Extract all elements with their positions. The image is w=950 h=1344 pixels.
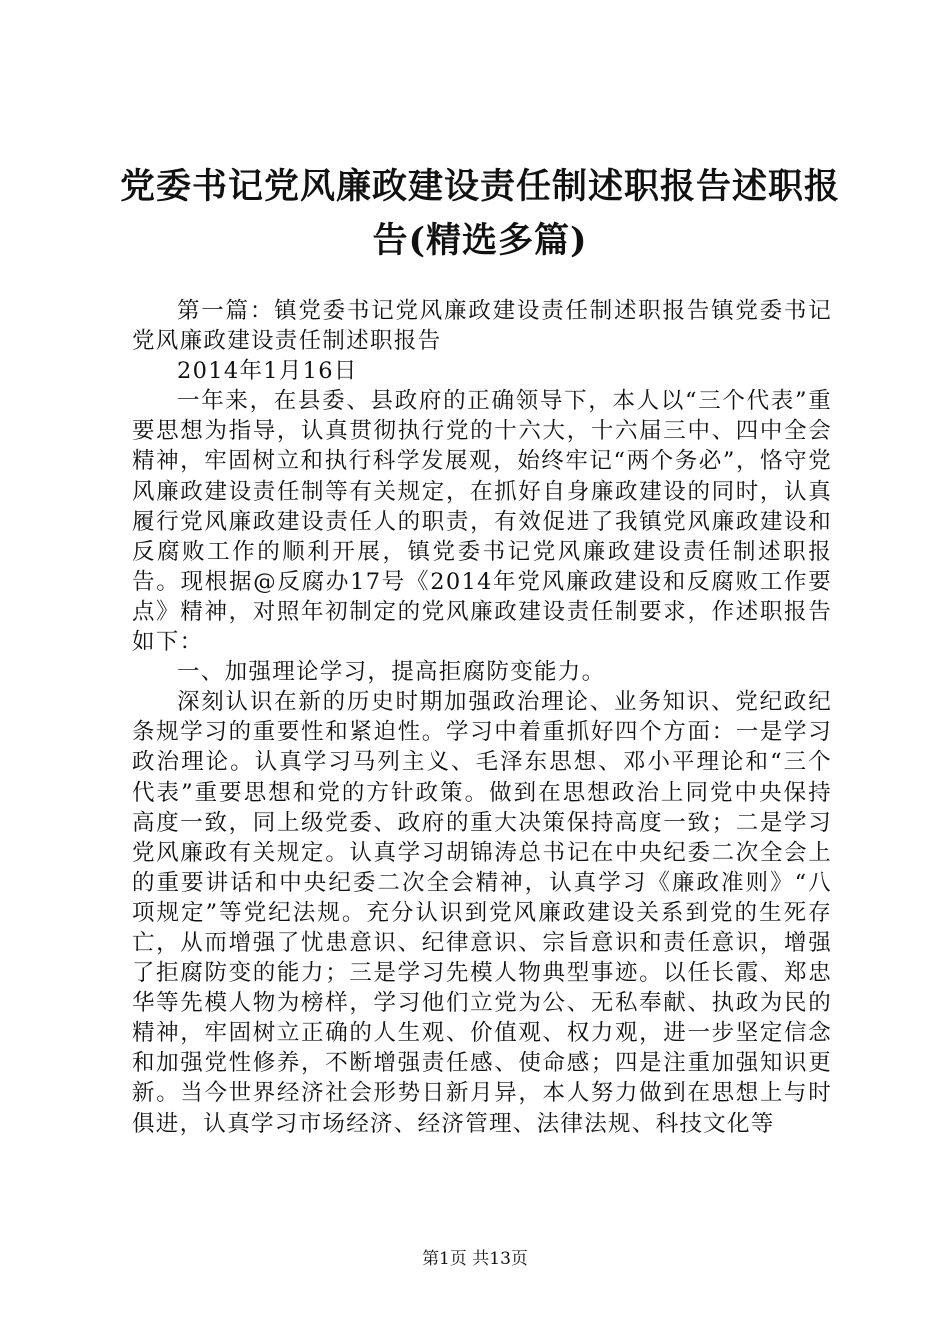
paragraph-study: 深刻认识在新的历史时期加强政治理论、业务知识、党纪政纪条规学习的重要性和紧迫性。学习中着重抓好四个方面：一是学习政治理论。认真学习马列主义、毛泽东思想、邓小平理论和“三个代表”重要思想和党的方针政策。做到在思想政治上同党中央保持高度一致，同上级党委、政府的重大决策保持高度一致；二是学习党风廉政有关规定。认真学习胡锦涛总书记在中央纪委二次全会上的重要讲话和中央纪委二次全会精神，认真学习《廉政准则》“八项规定”等党纪法规。充分认识到党风廉政建设关系到党的生死存亡，从而增强了忧患意识、纪律意识、宗旨意识和责任意识，增强了拒腐防变的能力；三是学习先模人物典型事迹。以任长霞、郑忠华等先模人物为榜样，学习他们立党为公、无私奉献、执政为民的精神，牢固树立正确的人生观、价值观、权力观，进一步坚定信念和加强党性修养，不断增强责任感、使命感；四是注重加强知识更新。当今世界经济社会形势日新月异，本人努力做到在思想上与时俱进，认真学习市场经济、经济管理、法律法规、科技文化等 — [132, 689, 832, 1137]
paragraph-date: 2014年1月16日 — [177, 358, 358, 385]
document-body — [132, 296, 832, 1139]
document-title: 党委书记党风廉政建设责任制述职报告述职报告(精选多篇) — [120, 166, 841, 261]
page-footer: 第1页 共13页 — [422, 1249, 528, 1269]
paragraph-section-heading: 一、加强理论学习，提高拒腐防变能力。 — [177, 659, 606, 686]
paragraph-chapter-heading: 第一篇：镇党委书记党风廉政建设责任制述职报告镇党委书记党风廉政建设责任制述职报告 — [132, 298, 832, 355]
paragraph-intro: 一年来，在县委、县政府的正确领导下，本人以“三个代表”重要思想为指导，认真贯彻执行党的十六大，十六届三中、四中全会精神，牢固树立和执行科学发展观，始终牢记“两个务必”，恪守党风廉政建设责任制等有关规定，在抓好自身廉政建设的同时，认真履行党风廉政建设责任人的职责，有效促进了我镇党风廉政建设和反腐败工作的顺利开展，镇党委书记党风廉政建设责任制述职报告。现根据@反腐办17号《2014年党风廉政建设和反腐败工作要点》精神，对照年初制定的党风廉政建设责任制要求，作述职报告如下： — [132, 388, 832, 656]
